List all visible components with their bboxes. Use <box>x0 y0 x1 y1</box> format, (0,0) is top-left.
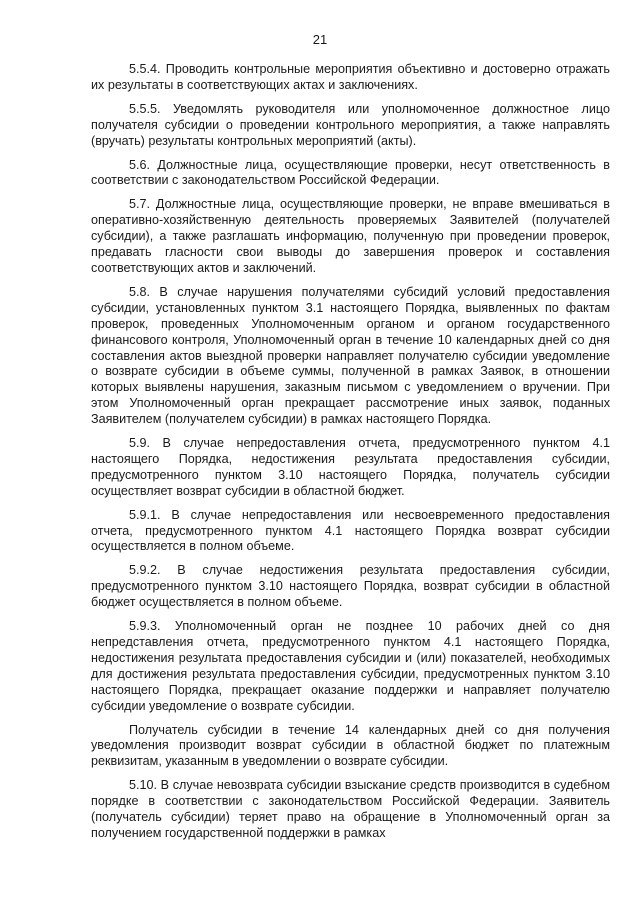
paragraph-refund-terms: Получатель субсидии в течение 14 календарных дней со дня получения уведомления производит возврат субсидии в областной бюджет по платежным реквизитам, указанным в уведомлении о возврате субсидии. <box>91 722 610 769</box>
paragraph-5-9-3: 5.9.3. Уполномоченный орган не позднее 10 рабочих дней со дня непредставления отчета, предусмотренного пунктом 4.1 настоящего Порядка, недостижения результата предоставления субсидии и (или) показателей, необходимых для достижения результата предоставления субсидии, предусмотренных пунктом 3.10 настоящего Порядка, прекращает оказание поддержки и направляет получателю субсидии уведомление о возврате субсидии. <box>91 619 610 713</box>
paragraph-5-5-5: 5.5.5. Уведомлять руководителя или уполномоченное должностное лицо получателя субсидии о проведении контрольного мероприятия, а также направлять (вручать) результаты контрольных мероприятий (акты). <box>91 101 610 148</box>
page-number: 21 <box>312 32 328 47</box>
paragraph-5-9-1: 5.9.1. В случае непредоставления или несвоевременного предоставления отчета, предусмотренного пунктом 4.1 настоящего Порядка возврат субсидии осуществляется в полном объеме. <box>91 507 610 554</box>
paragraph-5-5-4: 5.5.4. Проводить контрольные мероприятия объективно и достоверно отражать их результаты в соответствующих актах и заключениях. <box>91 62 610 92</box>
paragraph-5-9-2: 5.9.2. В случае недостижения результата предоставления субсидии, предусмотренного пунктом 3.10 настоящего Порядка, возврат субсидии в областной бюджет осуществляется в полном объеме. <box>91 563 610 610</box>
paragraph-5-10: 5.10. В случае невозврата субсидии взыскание средств производится в судебном порядке в соответствии с законодательством Российской Федерации. Заявитель (получатель субсидии) теряет право на обращение в Уполномоченный орган за получением государственной поддержки в рамках <box>91 778 610 840</box>
document-body <box>91 62 610 850</box>
paragraph-5-7: 5.7. Должностные лица, осуществляющие проверки, не вправе вмешиваться в оперативно-хозяйственную деятельность проверяемых Заявителей (получателей субсидии), а также разглашать информацию, полученную при проведении проверок, предавать гласности свои выводы до завершения проверок и составления соответствующих актов и заключений. <box>91 197 610 275</box>
paragraph-5-9: 5.9. В случае непредоставления отчета, предусмотренного пунктом 4.1 настоящего Порядка, недостижения результата предоставления субсидии, предусмотренного пунктом 3.10 настоящего Порядка, получатель субсидии осуществляет возврат субсидии в областной бюджет. <box>91 436 610 498</box>
paragraph-5-8: 5.8. В случае нарушения получателями субсидий условий предоставления субсидии, установленных пунктом 3.1 настоящего Порядка, выявленных по фактам проверок, проведенных Уполномоченным органом и органом государственного финансового контроля, Уполномоченный орган в течение 10 календарных дней со дня составления актов выездной проверки направляет получателю субсидии уведомление о возврате субсидии в объеме суммы, полученной в рамках Заявок, в отношении которых выявлены нарушения, заказным письмом с уведомлением о вручении. При этом Уполномоченный орган прекращает рассмотрение иных заявок, поданных Заявителем (получателем субсидии) в рамках настоящего Порядка. <box>91 284 610 427</box>
paragraph-5-6: 5.6. Должностные лица, осуществляющие проверки, несут ответственность в соответствии с законодательством Российской Федерации. <box>91 157 610 188</box>
